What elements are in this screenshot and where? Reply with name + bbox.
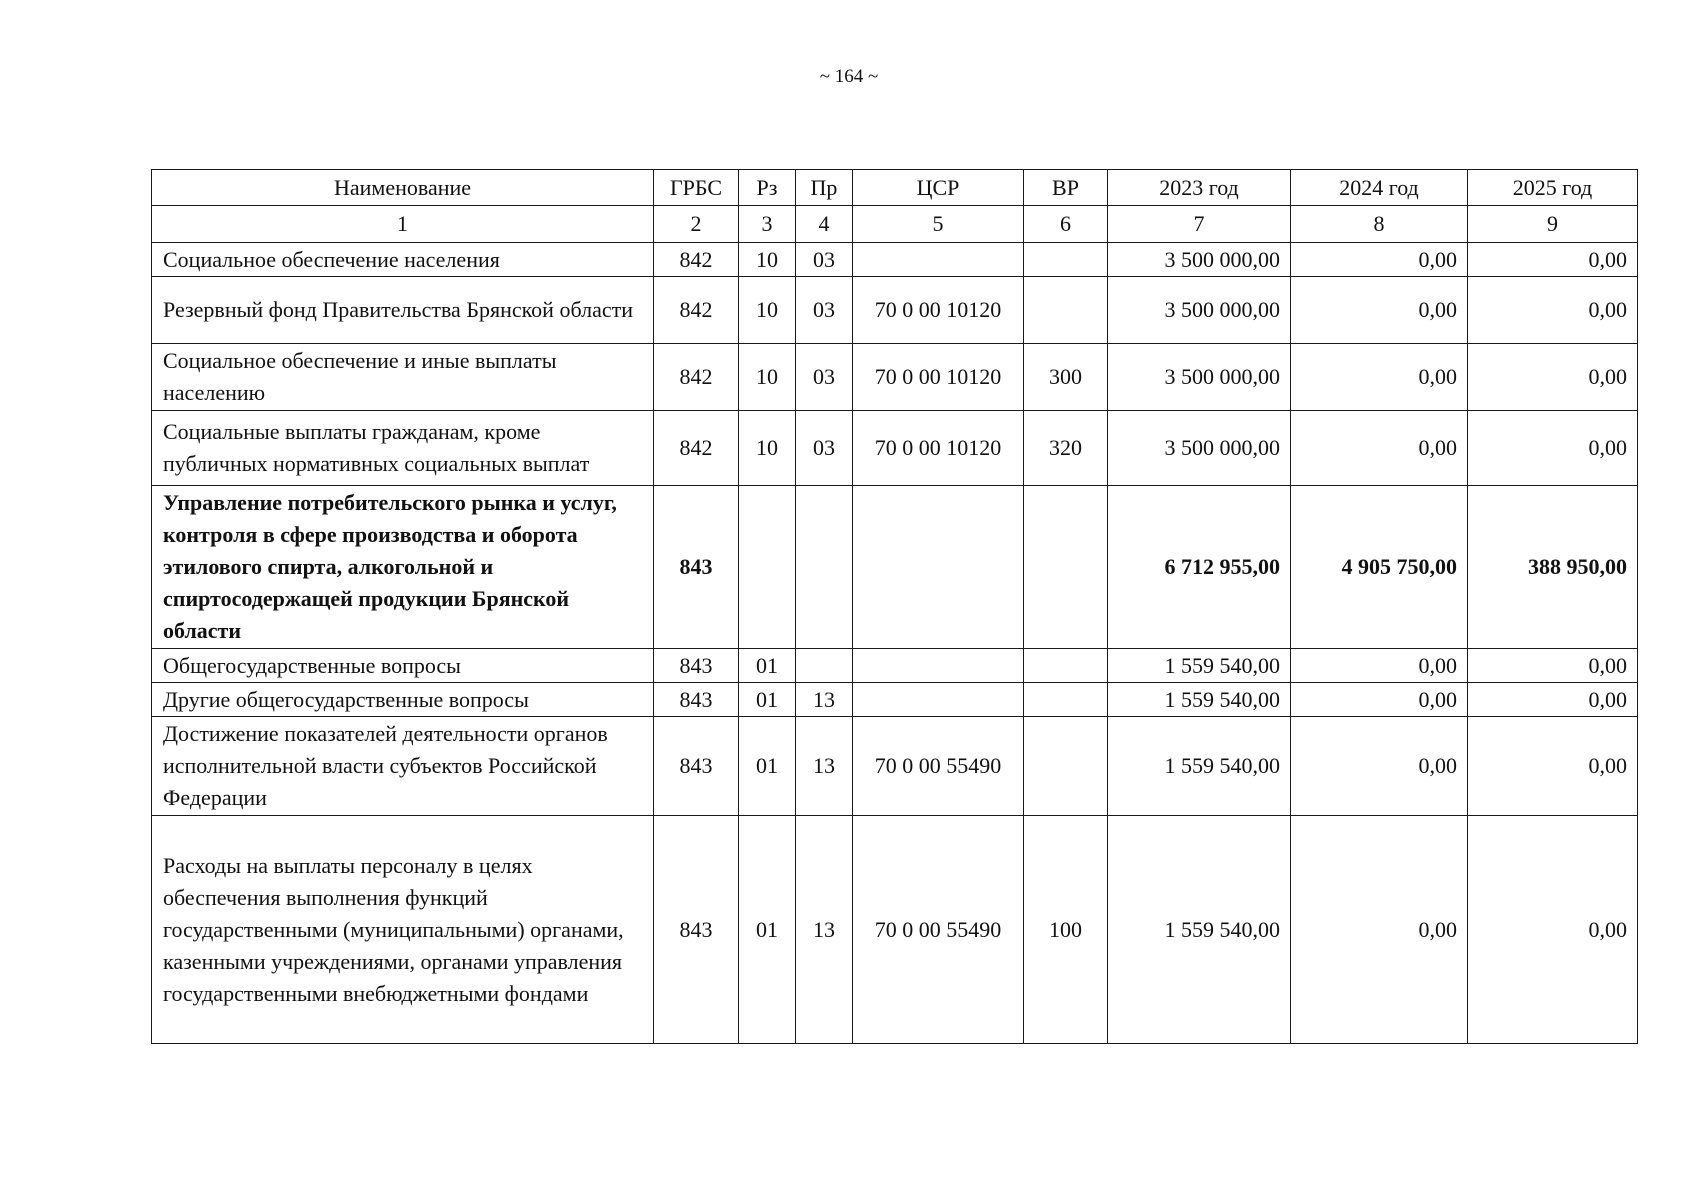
cell-pr: 03	[796, 277, 853, 344]
cell-2025: 0,00	[1468, 717, 1638, 816]
cell-pr: 03	[796, 411, 853, 486]
cell-2025: 0,00	[1468, 344, 1638, 411]
header-pr: Пр	[796, 170, 853, 206]
cell-2024: 0,00	[1291, 243, 1468, 277]
header-2023: 2023 год	[1108, 170, 1291, 206]
cell-csr: 70 0 00 55490	[853, 717, 1024, 816]
cell-2023: 3 500 000,00	[1108, 243, 1291, 277]
cell-vr: 320	[1024, 411, 1108, 486]
cell-2024: 0,00	[1291, 717, 1468, 816]
column-number: 9	[1468, 206, 1638, 243]
cell-grbs: 843	[654, 717, 739, 816]
column-number: 7	[1108, 206, 1291, 243]
cell-2023: 3 500 000,00	[1108, 411, 1291, 486]
cell-grbs: 843	[654, 816, 739, 1044]
cell-csr: 70 0 00 10120	[853, 344, 1024, 411]
cell-rz: 10	[739, 411, 796, 486]
cell-vr	[1024, 486, 1108, 649]
cell-name: Социальные выплаты гражданам, кроме публичных нормативных социальных выплат	[152, 411, 654, 486]
cell-2025: 0,00	[1468, 277, 1638, 344]
cell-2023: 3 500 000,00	[1108, 277, 1291, 344]
table-row	[152, 486, 1638, 649]
cell-name: Управление потребительского рынка и услуг, контроля в сфере производства и оборота этилового спирта, алкогольной и спиртосодержащей продукции Брянской области	[152, 486, 654, 649]
cell-csr: 70 0 00 10120	[853, 277, 1024, 344]
cell-grbs: 843	[654, 683, 739, 717]
table-row	[152, 243, 1638, 277]
cell-name: Резервный фонд Правительства Брянской области	[152, 277, 654, 344]
cell-grbs: 843	[654, 649, 739, 683]
budget-table	[151, 169, 1638, 1044]
cell-vr	[1024, 683, 1108, 717]
cell-name: Общегосударственные вопросы	[152, 649, 654, 683]
cell-2025: 0,00	[1468, 411, 1638, 486]
cell-2024: 0,00	[1291, 649, 1468, 683]
cell-2024: 0,00	[1291, 411, 1468, 486]
table-row	[152, 717, 1638, 816]
cell-name: Социальное обеспечение и иные выплаты населению	[152, 344, 654, 411]
cell-name: Достижение показателей деятельности органов исполнительной власти субъектов Российской Федерации	[152, 717, 654, 816]
cell-2024: 4 905 750,00	[1291, 486, 1468, 649]
cell-vr: 300	[1024, 344, 1108, 411]
table-row	[152, 816, 1638, 1044]
column-number: 3	[739, 206, 796, 243]
cell-vr: 100	[1024, 816, 1108, 1044]
cell-2025: 0,00	[1468, 649, 1638, 683]
table-row	[152, 344, 1638, 411]
cell-vr	[1024, 243, 1108, 277]
column-number: 5	[853, 206, 1024, 243]
cell-rz: 10	[739, 277, 796, 344]
cell-csr	[853, 649, 1024, 683]
header-csr: ЦСР	[853, 170, 1024, 206]
cell-name: Другие общегосударственные вопросы	[152, 683, 654, 717]
cell-name: Социальное обеспечение населения	[152, 243, 654, 277]
cell-pr: 13	[796, 717, 853, 816]
cell-csr	[853, 243, 1024, 277]
cell-2024: 0,00	[1291, 683, 1468, 717]
column-number: 1	[152, 206, 654, 243]
cell-2025: 0,00	[1468, 683, 1638, 717]
cell-rz: 01	[739, 816, 796, 1044]
header-name: Наименование	[152, 170, 654, 206]
cell-2023: 6 712 955,00	[1108, 486, 1291, 649]
cell-pr: 03	[796, 243, 853, 277]
cell-rz: 10	[739, 243, 796, 277]
cell-2024: 0,00	[1291, 816, 1468, 1044]
cell-csr: 70 0 00 10120	[853, 411, 1024, 486]
cell-2025: 0,00	[1468, 243, 1638, 277]
column-number: 4	[796, 206, 853, 243]
cell-rz: 10	[739, 344, 796, 411]
column-number-row	[152, 206, 1638, 243]
cell-pr	[796, 486, 853, 649]
page-number: ~ 164 ~	[819, 66, 879, 87]
cell-csr: 70 0 00 55490	[853, 816, 1024, 1044]
cell-rz: 01	[739, 717, 796, 816]
cell-grbs: 842	[654, 243, 739, 277]
table-row	[152, 649, 1638, 683]
cell-2023: 1 559 540,00	[1108, 683, 1291, 717]
cell-csr	[853, 486, 1024, 649]
header-rz: Рз	[739, 170, 796, 206]
cell-2024: 0,00	[1291, 277, 1468, 344]
header-2025: 2025 год	[1468, 170, 1638, 206]
cell-2023: 3 500 000,00	[1108, 344, 1291, 411]
cell-2023: 1 559 540,00	[1108, 649, 1291, 683]
cell-pr: 13	[796, 683, 853, 717]
cell-rz: 01	[739, 683, 796, 717]
cell-grbs: 843	[654, 486, 739, 649]
column-number: 6	[1024, 206, 1108, 243]
cell-csr	[853, 683, 1024, 717]
cell-vr	[1024, 277, 1108, 344]
cell-name: Расходы на выплаты персоналу в целях обеспечения выполнения функций государственными (муниципальными) органами, казенными учреждениями, органами управления государственными внебюджетными фондами	[152, 816, 654, 1044]
cell-rz	[739, 486, 796, 649]
cell-rz: 01	[739, 649, 796, 683]
header-row	[152, 170, 1638, 206]
cell-pr: 03	[796, 344, 853, 411]
cell-vr	[1024, 717, 1108, 816]
cell-2025: 0,00	[1468, 816, 1638, 1044]
cell-grbs: 842	[654, 411, 739, 486]
cell-2024: 0,00	[1291, 344, 1468, 411]
cell-pr: 13	[796, 816, 853, 1044]
cell-2023: 1 559 540,00	[1108, 717, 1291, 816]
cell-2023: 1 559 540,00	[1108, 816, 1291, 1044]
table-row	[152, 683, 1638, 717]
cell-grbs: 842	[654, 277, 739, 344]
cell-pr	[796, 649, 853, 683]
cell-2025: 388 950,00	[1468, 486, 1638, 649]
column-number: 2	[654, 206, 739, 243]
table-row	[152, 277, 1638, 344]
header-grbs: ГРБС	[654, 170, 739, 206]
table-row	[152, 411, 1638, 486]
cell-grbs: 842	[654, 344, 739, 411]
cell-vr	[1024, 649, 1108, 683]
header-2024: 2024 год	[1291, 170, 1468, 206]
column-number: 8	[1291, 206, 1468, 243]
header-vr: ВР	[1024, 170, 1108, 206]
